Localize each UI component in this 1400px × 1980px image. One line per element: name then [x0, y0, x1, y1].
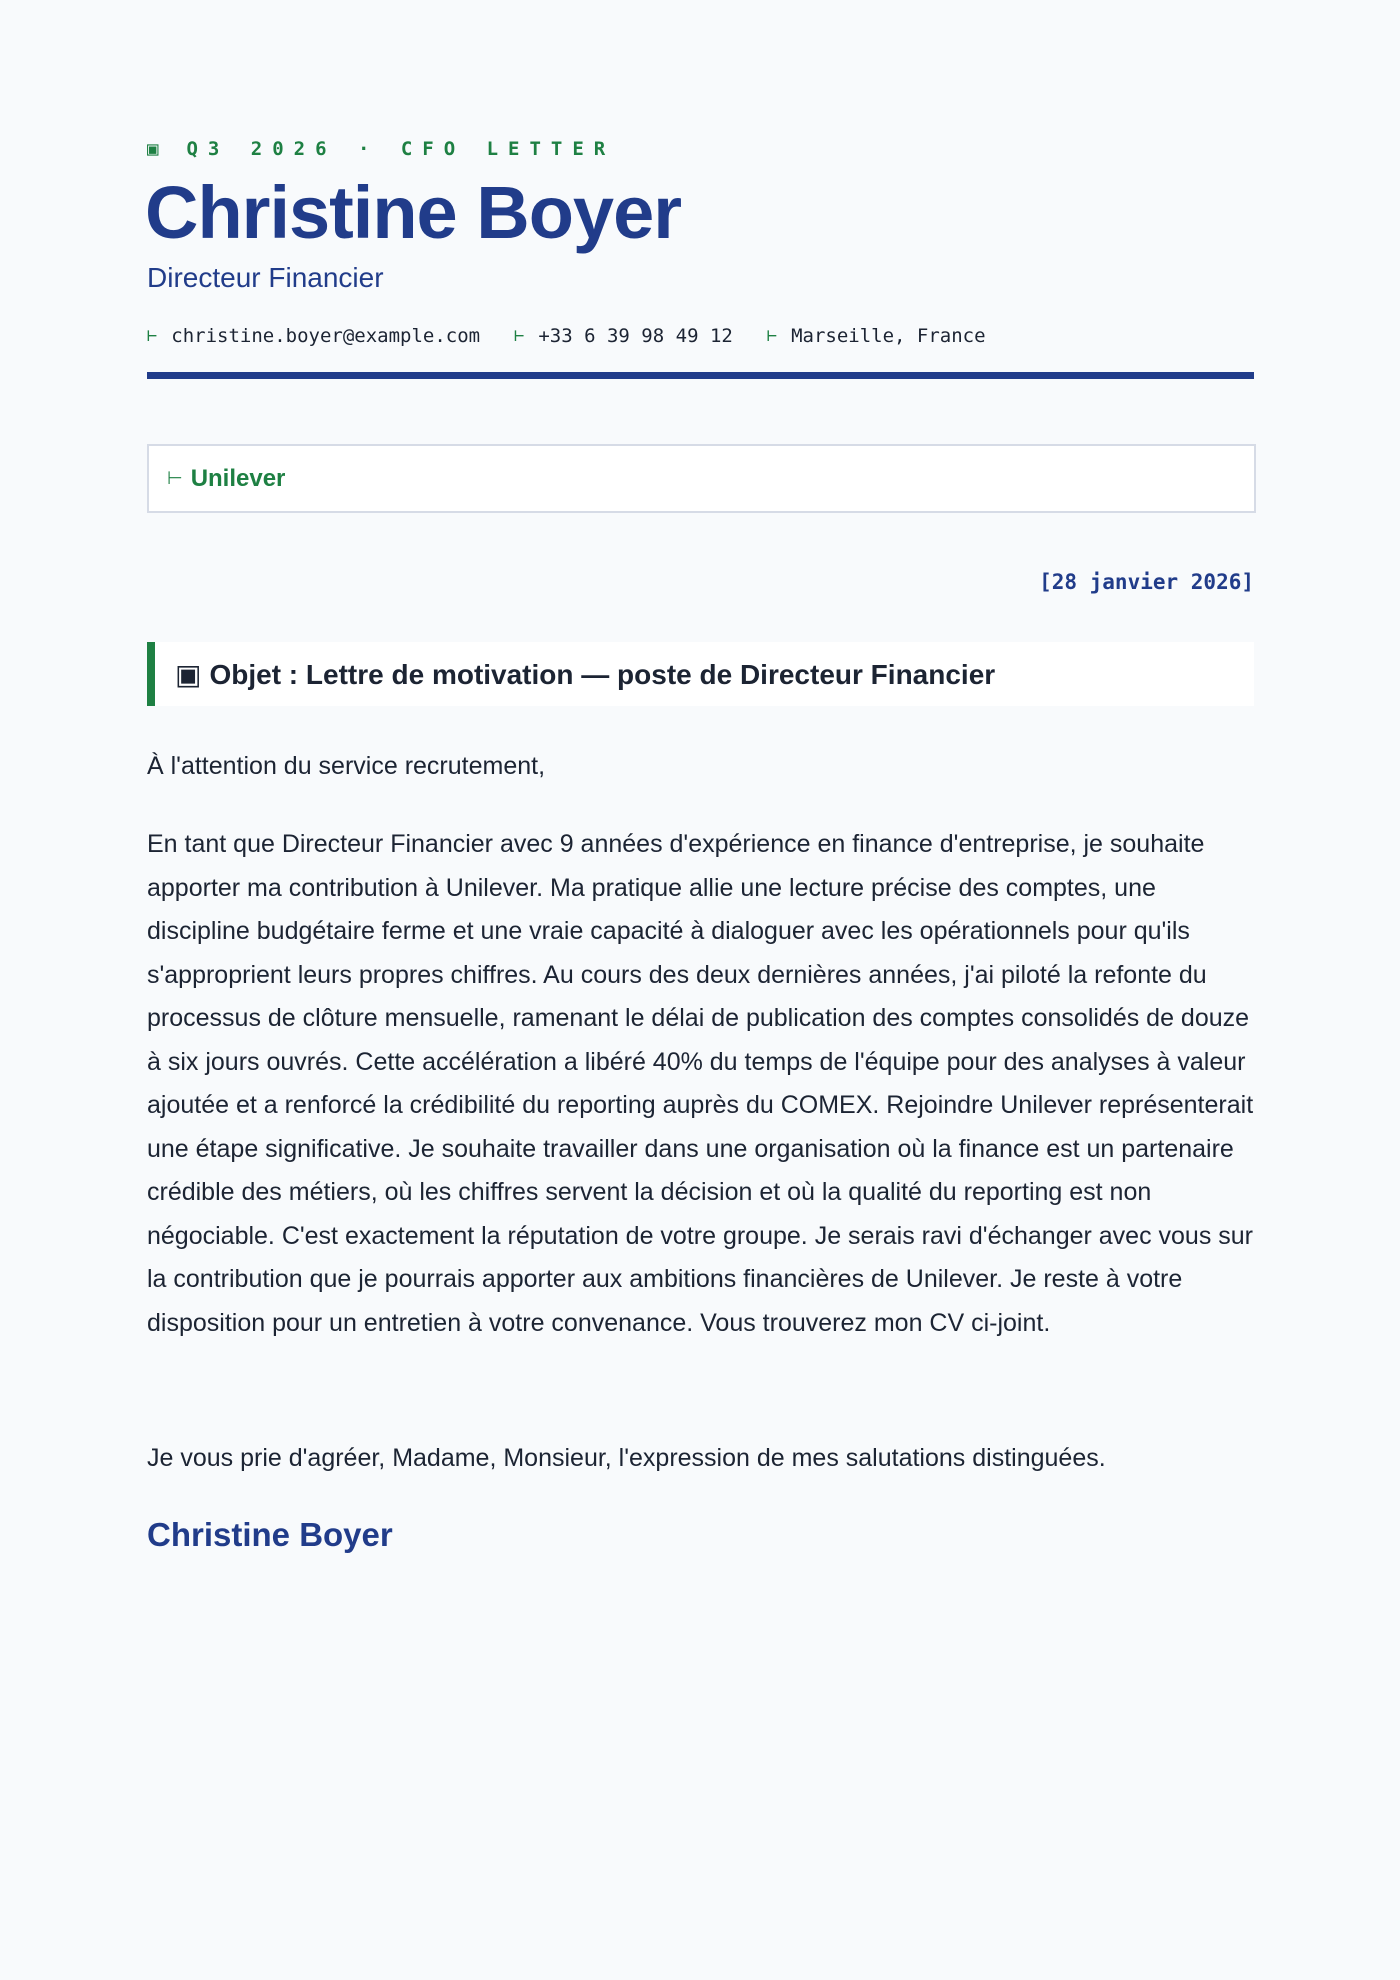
contact-email	[147, 325, 480, 347]
sender-role: Directeur Financier	[147, 262, 384, 293]
tee-marker-icon: ⊢	[167, 468, 183, 488]
tee-marker-icon: ⊢	[766, 326, 778, 346]
location-text: Marseille, France	[791, 325, 986, 347]
signature: Christine Boyer	[147, 1516, 393, 1553]
letter-salutation: À l'attention du service recrutement,	[147, 752, 546, 780]
contact-location	[767, 325, 986, 347]
contact-phone	[514, 325, 733, 347]
subject-accent-bar	[147, 642, 155, 706]
subject-text: Objet : Lettre de motivation — poste de Directeur Financier	[209, 658, 996, 690]
sender-name: Christine Boyer	[145, 171, 682, 254]
phone-text: +33 6 39 98 49 12	[538, 325, 733, 347]
contact-line	[147, 325, 1020, 347]
letter-date: [28 janvier 2026]	[1039, 570, 1254, 594]
subject-line	[147, 642, 1254, 706]
letter-closing: Je vous prie d'agréer, Madame, Monsieur, l'expression de mes salutations distinguées.	[147, 1444, 1106, 1472]
email-text: christine.boyer@example.com	[171, 325, 481, 347]
letter-kicker	[147, 138, 615, 160]
header-divider	[147, 372, 1254, 379]
square-icon: ▣	[147, 138, 159, 160]
tee-marker-icon: ⊢	[514, 326, 525, 346]
letter-body: En tant que Directeur Financier avec 9 années d'expérience en finance d'entreprise, je souhaite apporter ma contribution à Unilever. Ma pratique allie une lecture précise des comptes, une discipline budgétaire ferme et une vraie capacité à dialoguer avec les opérationnels pour qu'ils s'approprient leurs propres chiffres. Au cours des deux dernières années, j'ai piloté la refonte du processus de clôture mensuelle, ramenant le délai de publication des comptes consolidés de douze à six jours ouvrés. Cette accélération a libéré 40% du temps de l'équipe pour des analyses à valeur ajoutée et a renforcé la crédibilité du reporting auprès du COMEX. Rejoindre Unilever représenterait une étape significative. Je souhaite travailler dans une organisation où la finance est un partenaire crédible des métiers, où les chiffres servent la décision et où la qualité du reporting est non négociable. C'est exactement la réputation de votre groupe. Je serais ravi d'échanger avec vous sur la contribution que je pourrais apporter aux ambitions financières de Unilever. Je reste à votre disposition pour un entretien à votre convenance. Vous trouverez mon CV ci-joint.	[147, 830, 1254, 1337]
square-icon: ▣	[175, 658, 202, 690]
recipient-company: Unilever	[190, 464, 286, 492]
subject-text-wrap	[175, 658, 995, 691]
kicker-text: Q3 2026 · CFO LETTER	[186, 138, 616, 160]
tee-marker-icon: ⊢	[147, 326, 158, 346]
recipient-box	[147, 444, 1256, 513]
